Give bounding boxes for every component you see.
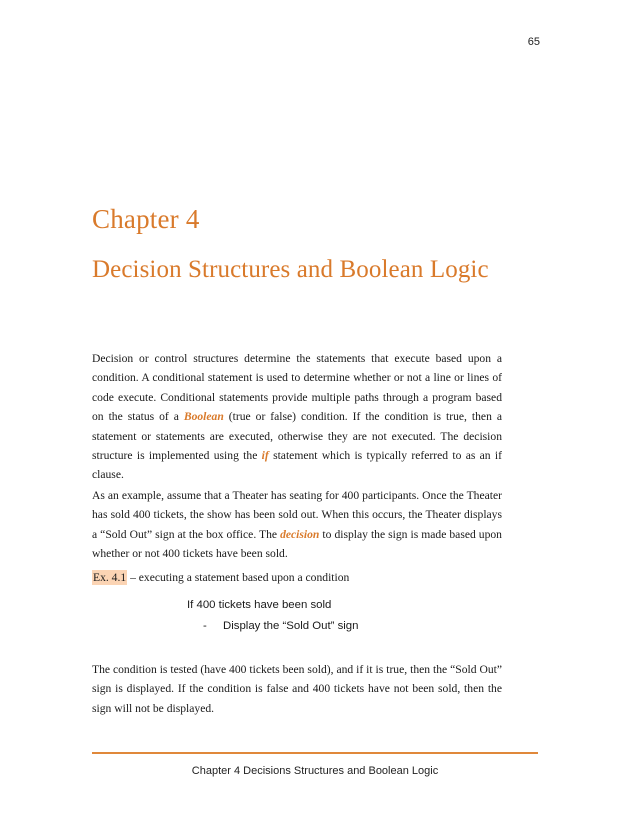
intro-text-3: statement which is typically referred to as an if clause.: [92, 449, 502, 482]
footer-divider: [92, 752, 538, 754]
pseudocode-action: [203, 620, 358, 632]
keyword-boolean: Boolean: [183, 410, 224, 424]
example-caption: [92, 571, 349, 584]
example-paragraph: [92, 486, 502, 564]
example-caption-text: – executing a statement based upon a condition: [127, 571, 350, 584]
example-text-2: to display the sign is made based upon whether or not 400 tickets have been sold.: [92, 527, 502, 561]
conclusion-paragraph: The condition is tested (have 400 tickets been sold), and if it is true, then the “Sold Out” sign is displayed. If the condition is false and 400 tickets have not been sold, then the sign will not be displayed.: [92, 663, 502, 715]
chapter-label: Chapter 4: [92, 204, 200, 234]
footer-title: Chapter 4 Decisions Structures and Boolean Logic: [191, 765, 439, 777]
example-text-1: As an example, assume that a Theater has seating for 400 participants. Once the Theater has sold 400 tickets, the show has been sold out. When this occurs, the Theater displays a “Sold Out” sign at the box office. The: [92, 489, 502, 541]
intro-text-1: Decision or control structures determine the statements that execute based upon a condition. A conditional statement is used to determine whether or not a line or lines of code execute. Conditional statements provide multiple paths through a program based on the status of a: [92, 352, 502, 424]
page-number: 65: [527, 36, 540, 48]
pseudocode-bullet: -: [203, 620, 207, 632]
keyword-if: if: [261, 449, 269, 463]
chapter-title: Decision Structures and Boolean Logic: [92, 256, 489, 283]
pseudocode-action-text: Display the “Sold Out” sign: [223, 620, 359, 632]
intro-paragraph: [92, 349, 502, 485]
pseudocode-condition: If 400 tickets have been sold: [187, 599, 332, 611]
keyword-decision: decision: [280, 527, 320, 541]
example-reference: Ex. 4.1: [93, 571, 127, 584]
intro-text-2: (true or false) condition. If the condition is true, then a statement or statements are executed, otherwise they are not executed. The decision structure is implemented using the: [92, 410, 502, 463]
